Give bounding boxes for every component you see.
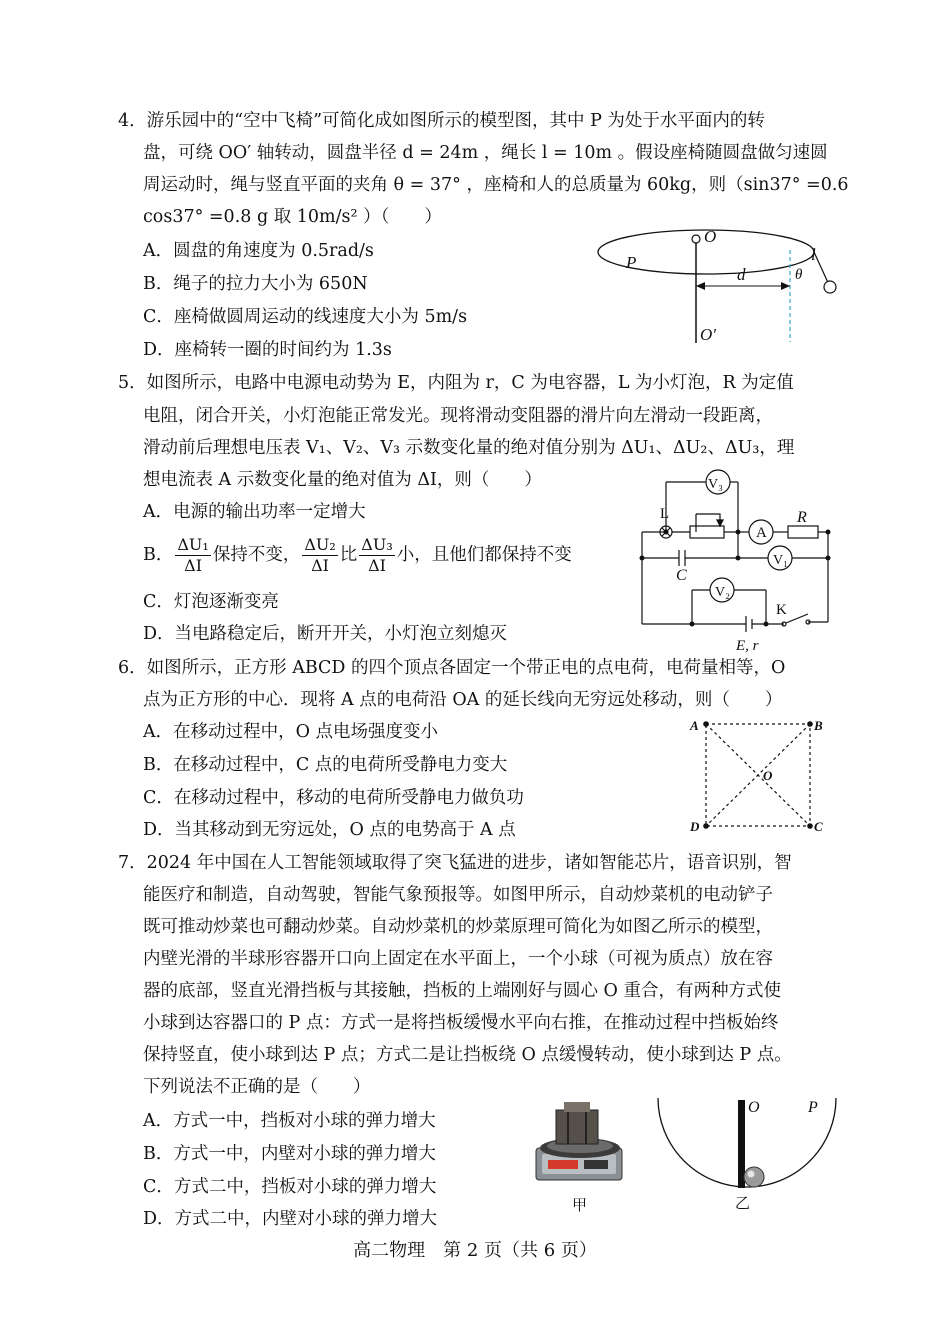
q5-option-c: C．灯泡逐渐变亮: [143, 592, 279, 612]
label-K: K: [776, 602, 787, 618]
q7-option-a: A．方式一中，挡板对小球的弹力增大: [143, 1111, 436, 1131]
label-V1: V₁: [773, 553, 788, 568]
q7-line4: 内壁光滑的半球形容器开口向上固定在水平面上，一个小球（可视为质点）放在容: [143, 949, 773, 969]
frac2-den: ΔI: [311, 556, 329, 575]
d-arrow-left: [696, 282, 705, 290]
label-V3: V₃: [708, 477, 723, 492]
q5-circuit-diagram: [636, 462, 836, 658]
axis-top-circle: [692, 235, 700, 243]
q4-option-a: A．圆盘的角速度为 0.5rad/s: [143, 241, 374, 261]
q7-line2: 能医疗和制造，自动驾驶，智能气象预报等。如图甲所示，自动炒菜机的电动铲子: [143, 885, 773, 905]
q5-line1: 5．如图所示，电路中电源电动势为 E，内阻为 r，C 为电容器，L 为小灯泡，R 为定值: [118, 373, 794, 393]
q7-line5: 器的底部，竖直光滑挡板与其接触，挡板的上端刚好与圆心 O 重合，有两种方式使: [143, 981, 781, 1001]
q5-option-b-prefix: B．: [143, 545, 174, 565]
q5-option-b-mid2: 比: [339, 545, 358, 565]
label-yi: 乙: [735, 1196, 751, 1212]
label-V2: V₂: [715, 585, 730, 600]
q7-option-c: C．方式二中，挡板对小球的弹力增大: [143, 1177, 437, 1197]
label-P: P: [626, 253, 637, 272]
label-O: O: [704, 227, 717, 246]
label-B: B: [814, 718, 823, 733]
rheostat: [690, 526, 724, 538]
page-footer: 高二物理 第 2 页（共 6 页）: [353, 1240, 597, 1261]
q7-line6: 小球到达容器口的 P 点：方式一是将挡板缓慢水平向右推，在推动过程中挡板始终: [143, 1013, 779, 1033]
q7-line3: 既可推动炒菜也可翻动炒菜。自动炒菜机的炒菜原理可简化为如图乙所示的模型，: [143, 917, 773, 937]
d-arrow-right: [781, 282, 790, 290]
label-L: L: [660, 506, 670, 522]
label-C: C: [676, 567, 687, 584]
frac-du3-di: [359, 535, 394, 576]
label-C: C: [814, 819, 823, 834]
small-ball: [744, 1167, 764, 1187]
frac3-num: ΔU₃: [361, 535, 393, 554]
q7-cooking-machine-picture: [528, 1098, 632, 1216]
frac-du2-di: [302, 535, 337, 576]
label-D: D: [690, 819, 700, 834]
q5-option-a: A．电源的输出功率一定增大: [143, 502, 366, 522]
q4-line4: cos37° =0.8 g 取 10m/s² ）（ ）: [143, 207, 442, 227]
frac1-num: ΔU₁: [177, 535, 209, 554]
q6-square-charges-diagram: [688, 714, 828, 836]
q5-line2: 电阻，闭合开关，小灯泡能正常发光。现将滑动变阻器的滑片向左滑动一段距离，: [143, 406, 773, 426]
label-theta: θ: [795, 267, 803, 283]
q5-option-d: D．当电路稳定后，断开开关，小灯泡立刻熄灭: [143, 624, 508, 644]
label-O-prime: O′: [700, 325, 716, 344]
q7-option-d: D．方式二中，内壁对小球的弹力增大: [143, 1209, 438, 1229]
q4-line3: 周运动时，绳与竖直平面的夹角 θ = 37° ，座椅和人的总质量为 60kg，则（sin37° =0.6: [143, 175, 849, 195]
q5-line3: 滑动前后理想电压表 V₁、V₂、V₃ 示数变化量的绝对值分别为 ΔU₁、ΔU₂、ΔU₃，理: [143, 438, 795, 458]
label-O: O: [763, 768, 773, 783]
q6-line1: 6．如图所示，正方形 ABCD 的四个顶点各固定一个带正电的点电荷，电荷量相等，O: [118, 658, 786, 678]
label-Er: E, r: [736, 638, 759, 654]
q6-option-d: D．当其移动到无穷远处，O 点的电势高于 A 点: [143, 820, 516, 840]
label-A: A: [756, 525, 767, 541]
label-l: l: [811, 245, 816, 264]
q4-line1: 4．游乐园中的“空中飞椅”可简化成如图所示的模型图，其中 P 为处于水平面内的转: [118, 111, 765, 131]
q6-option-c: C．在移动过程中，移动的电荷所受静电力做负功: [143, 788, 524, 808]
q6-option-b: B．在移动过程中，C 点的电荷所受静电力变大: [143, 755, 508, 775]
chair-ball: [824, 281, 836, 293]
resistor-R: [788, 526, 818, 538]
frac3-den: ΔI: [368, 556, 386, 575]
label-O: O: [748, 1099, 760, 1116]
q7-option-b: B．方式一中，内壁对小球的弹力增大: [143, 1144, 436, 1164]
label-A: A: [690, 718, 699, 733]
q6-option-a: A．在移动过程中，O 点电场强度变小: [143, 722, 439, 742]
q6-line2: 点为正方形的中心．现将 A 点的电荷沿 OA 的延长线向无穷远处移动，则（ ）: [143, 690, 783, 710]
q7-line1: 7．2024 年中国在人工智能领域取得了突飞猛进的进步，诸如智能芯片，语音识别，智: [118, 853, 792, 873]
q4-rotating-chair-diagram: [596, 222, 846, 346]
frac1-den: ΔI: [184, 556, 203, 575]
q4-line2: 盘，可绕 OO′ 轴转动，圆盘半径 d = 24m ，绳长 l = 10m 。假设座椅随圆盘做匀速圆: [143, 143, 828, 163]
frac-du1-di: [175, 535, 210, 576]
q7-hemisphere-model: [652, 1090, 842, 1220]
q5-line4: 想电流表 A 示数变化量的绝对值为 ΔI，则（ ）: [143, 470, 542, 490]
q5-option-b: [143, 532, 572, 578]
frac2-num: ΔU₂: [304, 535, 336, 554]
q5-option-b-suffix: 小，且他们都保持不变: [396, 545, 572, 565]
q4-option-c: C．座椅做圆周运动的线速度大小为 5m/s: [143, 307, 468, 327]
q4-option-b: B．绳子的拉力大小为 650N: [143, 274, 368, 294]
q4-option-d: D．座椅转一圈的时间约为 1.3s: [143, 340, 392, 360]
label-jia: 甲: [572, 1198, 588, 1214]
q7-line7: 保持竖直，使小球到达 P 点；方式二是让挡板绕 O 点缓慢转动，使小球到达 P 点。: [143, 1045, 792, 1065]
label-R: R: [797, 509, 807, 526]
label-P: P: [808, 1099, 818, 1116]
q5-option-b-mid1: 保持不变，: [212, 545, 301, 565]
q7-line8: 下列说法不正确的是（ ）: [143, 1077, 371, 1097]
label-d: d: [737, 265, 746, 284]
